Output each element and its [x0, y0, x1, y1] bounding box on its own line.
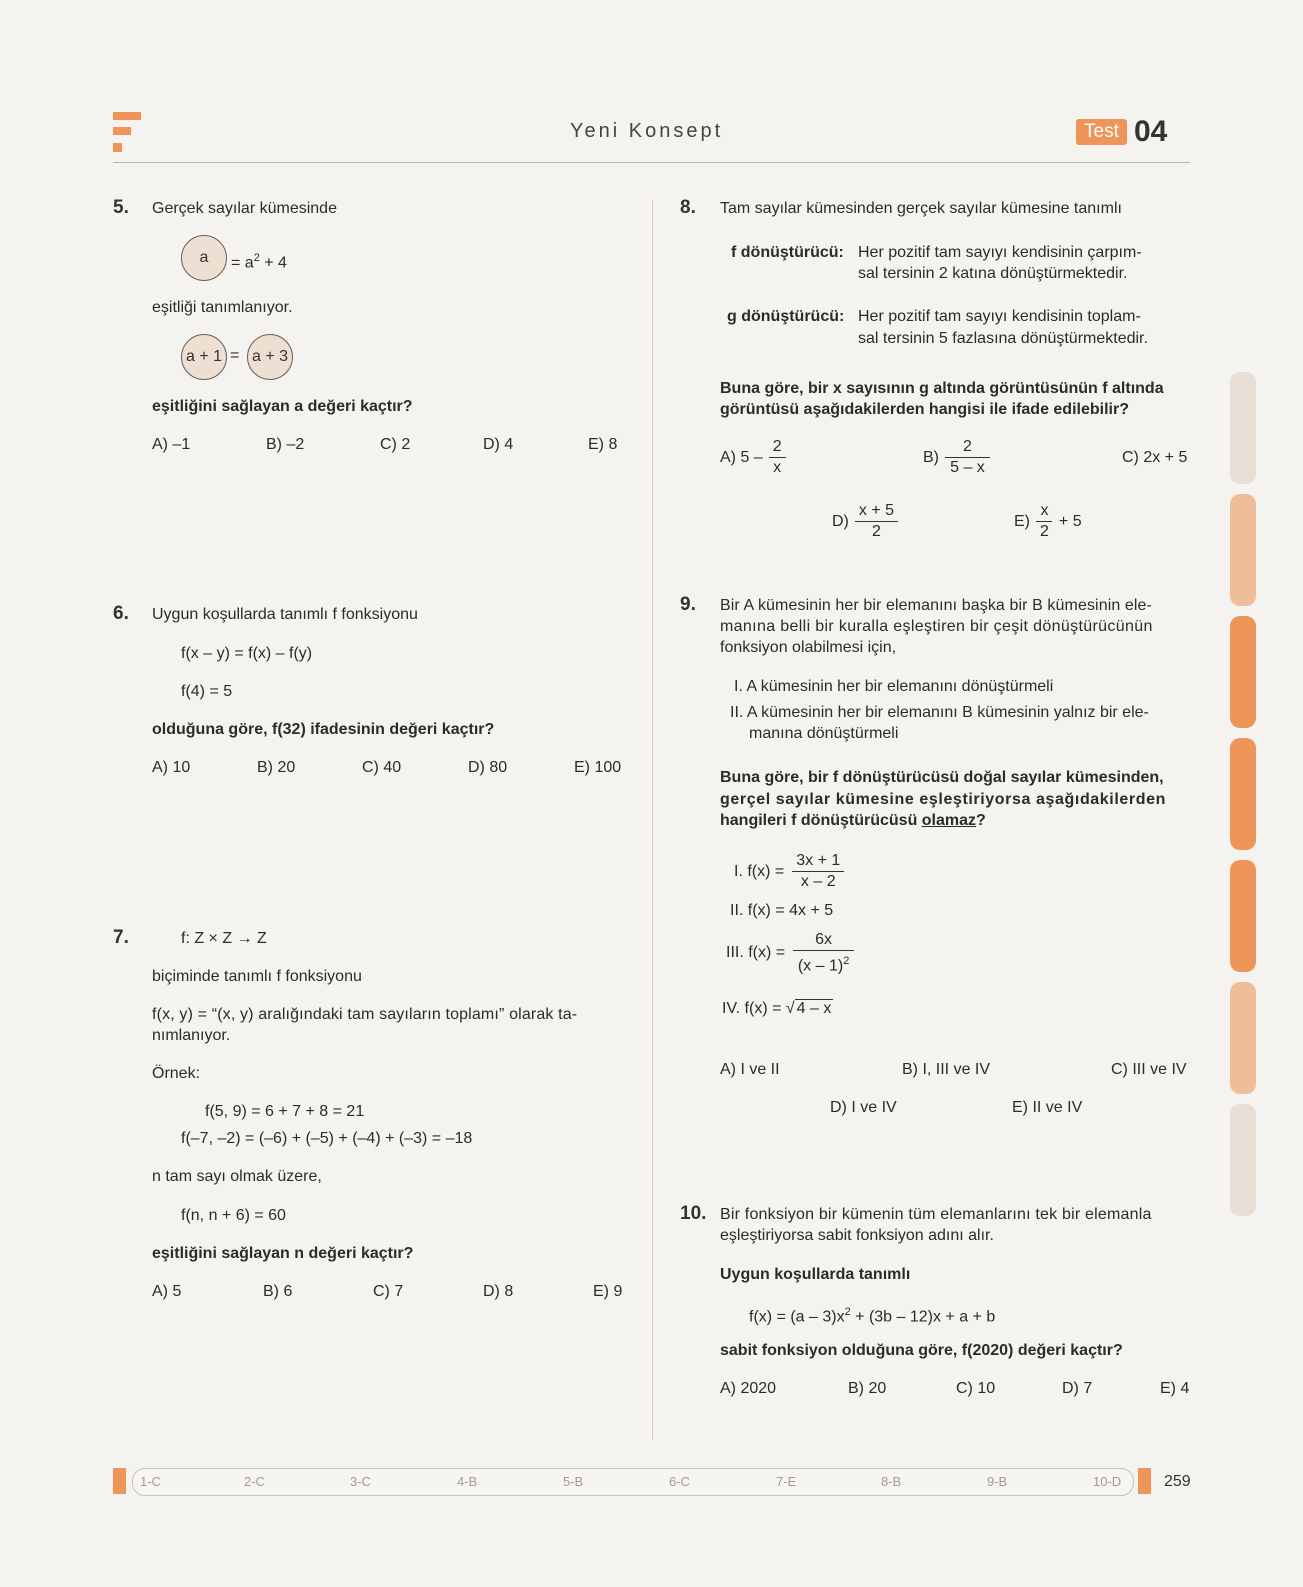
- fraction-denominator: x: [773, 459, 782, 476]
- q7-option-d[interactable]: D) 8: [483, 1283, 514, 1300]
- q9-statement-i: [734, 851, 844, 892]
- question-9-prompt-3: [720, 810, 986, 832]
- answer-key-7: 7-E: [776, 1474, 797, 1489]
- q5-option-a[interactable]: A) –1: [152, 436, 191, 453]
- q8-option-e-suffix: + 5: [1058, 512, 1082, 530]
- q8-option-e-prefix: E): [1014, 512, 1030, 530]
- question-5-definition: [231, 247, 287, 274]
- q9-statement-ii: II. f(x) = 4x + 5: [730, 902, 834, 919]
- question-9-intro-3: fonksiyon olabilmesi için,: [720, 639, 897, 656]
- g-transformer-text-2: sal tersinin 5 fazlasına dönüştürmektedir.: [858, 330, 1148, 347]
- circle-left-label: a + 1: [185, 348, 223, 365]
- denominator-base: (x – 1): [797, 957, 844, 975]
- equation-exponent: 2: [844, 1306, 851, 1318]
- question-9-condition-2b: manına dönüştürmeli: [749, 725, 899, 742]
- question-7-line1: biçiminde tanımlı f fonksiyonu: [152, 968, 362, 985]
- q8-option-a-prefix: A) 5 –: [720, 448, 763, 466]
- f-transformer-label: f dönüştürücü:: [731, 244, 844, 261]
- question-5-middle: eşitliği tanımlanıyor.: [152, 299, 293, 316]
- question-6-eq1: f(x – y) = f(x) – f(y): [181, 645, 313, 662]
- answer-key-6: 6-C: [669, 1474, 690, 1489]
- q8-option-d-prefix: D): [832, 512, 849, 530]
- prompt-3-pre: hangileri f dönüştürücüsü: [720, 812, 922, 829]
- question-7-example-2: f(–7, –2) = (–6) + (–5) + (–4) + (–3) = –18: [181, 1130, 473, 1147]
- answer-key-9: 9-B: [987, 1474, 1008, 1489]
- q8-option-e-fraction: [1036, 501, 1053, 542]
- question-10-intro-1: Bir fonksiyon bir kümenin tüm elemanlarını tek bir elemanla: [720, 1206, 1152, 1223]
- question-8-number: 8.: [680, 197, 696, 218]
- question-6-intro: Uygun koşullarda tanımlı f fonksiyonu: [152, 606, 418, 623]
- circle-right-label: a + 3: [251, 348, 289, 365]
- question-10-line: Uygun koşullarda tanımlı: [720, 1266, 911, 1283]
- q5-option-d[interactable]: D) 4: [483, 436, 514, 453]
- prompt-3-post: ?: [976, 812, 986, 829]
- question-9-number: 9.: [680, 594, 696, 615]
- test-badge: Test: [1076, 119, 1127, 145]
- fraction-numerator: x + 5: [855, 501, 898, 522]
- q8-option-b[interactable]: [923, 437, 990, 478]
- q9-option-e[interactable]: E) II ve IV: [1012, 1099, 1083, 1116]
- side-tab-2[interactable]: [1230, 494, 1256, 606]
- answer-key-5: 5-B: [563, 1474, 584, 1489]
- q10-option-e[interactable]: E) 4: [1160, 1380, 1190, 1397]
- question-6-prompt: olduğuna göre, f(32) ifadesinin değeri kaçtır?: [152, 721, 495, 738]
- g-transformer-label: g dönüştürücü:: [727, 308, 845, 325]
- fraction-denominator: x – 2: [800, 873, 836, 890]
- q10-option-b[interactable]: B) 20: [848, 1380, 887, 1397]
- question-9-condition-1: I. A kümesinin her bir elemanını dönüştürmeli: [734, 678, 1054, 695]
- test-number: 04: [1134, 115, 1168, 148]
- question-9-condition-2a: II. A kümesinin her bir elemanını B kümesinin yalnız bir ele-: [730, 704, 1149, 721]
- fraction-denominator: 2: [872, 523, 881, 540]
- q8-option-a[interactable]: [720, 437, 786, 478]
- q7-option-a[interactable]: A) 5: [152, 1283, 182, 1300]
- definition-exponent: 2: [253, 252, 260, 264]
- question-8-intro: Tam sayılar kümesinden gerçek sayılar kümesine tanımlı: [720, 200, 1122, 217]
- definition-rest: + 4: [259, 254, 287, 272]
- answer-key-3: 3-C: [350, 1474, 371, 1489]
- statement-iv-prefix: IV. f(x) =: [722, 1000, 782, 1017]
- q10-option-a[interactable]: A) 2020: [720, 1380, 777, 1397]
- question-9-prompt-1: Buna göre, bir f dönüştürücüsü doğal sayılar kümesinden,: [720, 769, 1164, 786]
- statement-i-prefix: I. f(x) =: [734, 862, 785, 880]
- question-7-prompt: eşitliğini sağlayan n değeri kaçtır?: [152, 1245, 414, 1262]
- side-tab-4[interactable]: [1230, 738, 1256, 850]
- statement-iii-fraction: [793, 930, 854, 976]
- logo-bar-bottom: [113, 143, 122, 152]
- q8-option-b-fraction: [945, 437, 990, 478]
- q6-option-a[interactable]: A) 10: [152, 759, 191, 776]
- logo-bar-top: [113, 112, 141, 120]
- question-7-example-1: f(5, 9) = 6 + 7 + 8 = 21: [205, 1103, 365, 1120]
- q10-option-c[interactable]: C) 10: [956, 1380, 996, 1397]
- q8-option-d[interactable]: [832, 501, 898, 542]
- question-9-intro-1: Bir A kümesinin her bir elemanını başka bir B kümesinin ele-: [720, 597, 1152, 614]
- q6-option-c[interactable]: C) 40: [362, 759, 402, 776]
- question-5-number: 5.: [113, 197, 129, 218]
- q9-option-a[interactable]: A) I ve II: [720, 1061, 780, 1078]
- circle-a-plus-3: [247, 334, 293, 380]
- column-divider: [652, 200, 653, 1440]
- prompt-3-emphasis: olamaz: [921, 812, 977, 829]
- question-5-prompt: eşitliğini sağlayan a değeri kaçtır?: [152, 398, 413, 415]
- question-7-example-label: Örnek:: [152, 1065, 201, 1082]
- statement-iv-radicand: 4 – x: [796, 1000, 832, 1017]
- fraction-numerator: x: [1036, 501, 1052, 522]
- circle-a-plus-1: [181, 334, 227, 380]
- q8-option-a-fraction: [769, 437, 786, 478]
- fraction-numerator: 2: [769, 437, 786, 458]
- q8-option-d-fraction: [855, 501, 898, 542]
- q6-option-e[interactable]: E) 100: [574, 759, 622, 776]
- equation-pre: f(x) = (a – 3)x: [749, 1308, 845, 1326]
- q8-option-c[interactable]: C) 2x + 5: [1122, 449, 1188, 466]
- side-tab-6[interactable]: [1230, 982, 1256, 1094]
- q5-option-e[interactable]: E) 8: [588, 436, 618, 453]
- answer-key-8: 8-B: [881, 1474, 902, 1489]
- answer-key-2: 2-C: [244, 1474, 265, 1489]
- logo-bar-middle: [113, 127, 131, 135]
- header-rule: [113, 162, 1190, 163]
- question-9-prompt-2: gerçel sayılar kümesine eşleştiriyorsa aşağıdakilerden: [720, 791, 1166, 808]
- question-7-line2a: f(x, y) = “(x, y) aralığındaki tam sayıların toplamı” olarak ta-: [152, 1006, 578, 1023]
- f-transformer-text-2: sal tersinin 2 katına dönüştürmektedir.: [858, 265, 1128, 282]
- question-8-prompt-2: görüntüsü aşağıdakilerden hangisi ile ifade edilebilir?: [720, 401, 1129, 418]
- question-8-prompt-1: Buna göre, bir x sayısının g altında görüntüsünün f altında: [720, 380, 1164, 397]
- footer-right-marker: [1138, 1468, 1151, 1494]
- q7-option-b[interactable]: B) 6: [263, 1283, 293, 1300]
- side-tab-7[interactable]: [1230, 1104, 1256, 1216]
- fraction-numerator: 2: [945, 437, 990, 458]
- fraction-denominator: [794, 951, 853, 976]
- question-10-equation: [749, 1301, 995, 1328]
- circle-a: [181, 235, 227, 281]
- question-7-eq: f(n, n + 6) = 60: [181, 1207, 286, 1224]
- q5-option-b[interactable]: B) –2: [266, 436, 305, 453]
- fraction-numerator: 6x: [793, 930, 854, 951]
- question-5-intro: Gerçek sayılar kümesinde: [152, 200, 337, 217]
- question-10-prompt: sabit fonksiyon olduğuna göre, f(2020) değeri kaçtır?: [720, 1342, 1123, 1359]
- question-9-intro-2: manına belli bir kuralla eşleştiren bir çeşit dönüştürücünün: [720, 618, 1153, 635]
- fraction-denominator: 2: [1040, 523, 1049, 540]
- q7-option-c[interactable]: C) 7: [373, 1283, 404, 1300]
- question-6-number: 6.: [113, 603, 129, 624]
- question-7-mapping: f: Z × Z → Z: [181, 930, 267, 947]
- g-transformer-text-1: Her pozitif tam sayıyı kendisinin toplam-: [858, 308, 1141, 325]
- q9-statement-iii: [726, 930, 854, 976]
- page-number: 259: [1164, 1473, 1191, 1490]
- f-transformer-text-1: Her pozitif tam sayıyı kendisinin çarpım-: [858, 244, 1142, 261]
- circle-equals: =: [230, 347, 240, 364]
- root-icon: √: [785, 1000, 795, 1017]
- q9-statement-iv: [722, 998, 833, 1020]
- q9-option-d[interactable]: D) I ve IV: [830, 1099, 897, 1116]
- q8-option-e[interactable]: [1014, 501, 1082, 542]
- statement-iii-prefix: III. f(x) =: [726, 944, 786, 962]
- side-tab-3[interactable]: [1230, 616, 1256, 728]
- statement-i-fraction: [792, 851, 844, 892]
- q9-option-b[interactable]: B) I, III ve IV: [902, 1061, 991, 1078]
- definition-rhs: = a: [231, 254, 254, 272]
- header-title: Yeni Konsept: [570, 120, 724, 142]
- answer-key-10: 10-D: [1093, 1474, 1122, 1489]
- answer-key-4: 4-B: [457, 1474, 478, 1489]
- q9-option-c[interactable]: C) III ve IV: [1111, 1061, 1187, 1078]
- q8-option-b-prefix: B): [923, 448, 939, 466]
- circle-a-label: a: [199, 249, 209, 266]
- question-10-number: 10.: [680, 1203, 707, 1224]
- q6-option-d[interactable]: D) 80: [468, 759, 508, 776]
- denominator-exponent: 2: [843, 955, 850, 967]
- fraction-denominator: 5 – x: [950, 459, 985, 476]
- question-7-line3: n tam sayı olmak üzere,: [152, 1168, 322, 1185]
- q7-option-e[interactable]: E) 9: [593, 1283, 623, 1300]
- side-tab-5[interactable]: [1230, 860, 1256, 972]
- fraction-numerator: 3x + 1: [792, 851, 844, 872]
- q5-option-c[interactable]: C) 2: [380, 436, 411, 453]
- equation-post: + (3b – 12)x + a + b: [850, 1308, 996, 1326]
- question-7-line2b: nımlanıyor.: [152, 1027, 231, 1044]
- q6-option-b[interactable]: B) 20: [257, 759, 296, 776]
- question-7-number: 7.: [113, 927, 129, 948]
- answer-key-bar: [132, 1468, 1134, 1496]
- footer-left-marker: [113, 1468, 126, 1494]
- side-tab-1[interactable]: [1230, 372, 1256, 484]
- question-10-intro-2: eşleştiriyorsa sabit fonksiyon adını alır.: [720, 1227, 994, 1244]
- question-6-eq2: f(4) = 5: [181, 683, 233, 700]
- answer-key-1: 1-C: [140, 1474, 161, 1489]
- q10-option-d[interactable]: D) 7: [1062, 1380, 1093, 1397]
